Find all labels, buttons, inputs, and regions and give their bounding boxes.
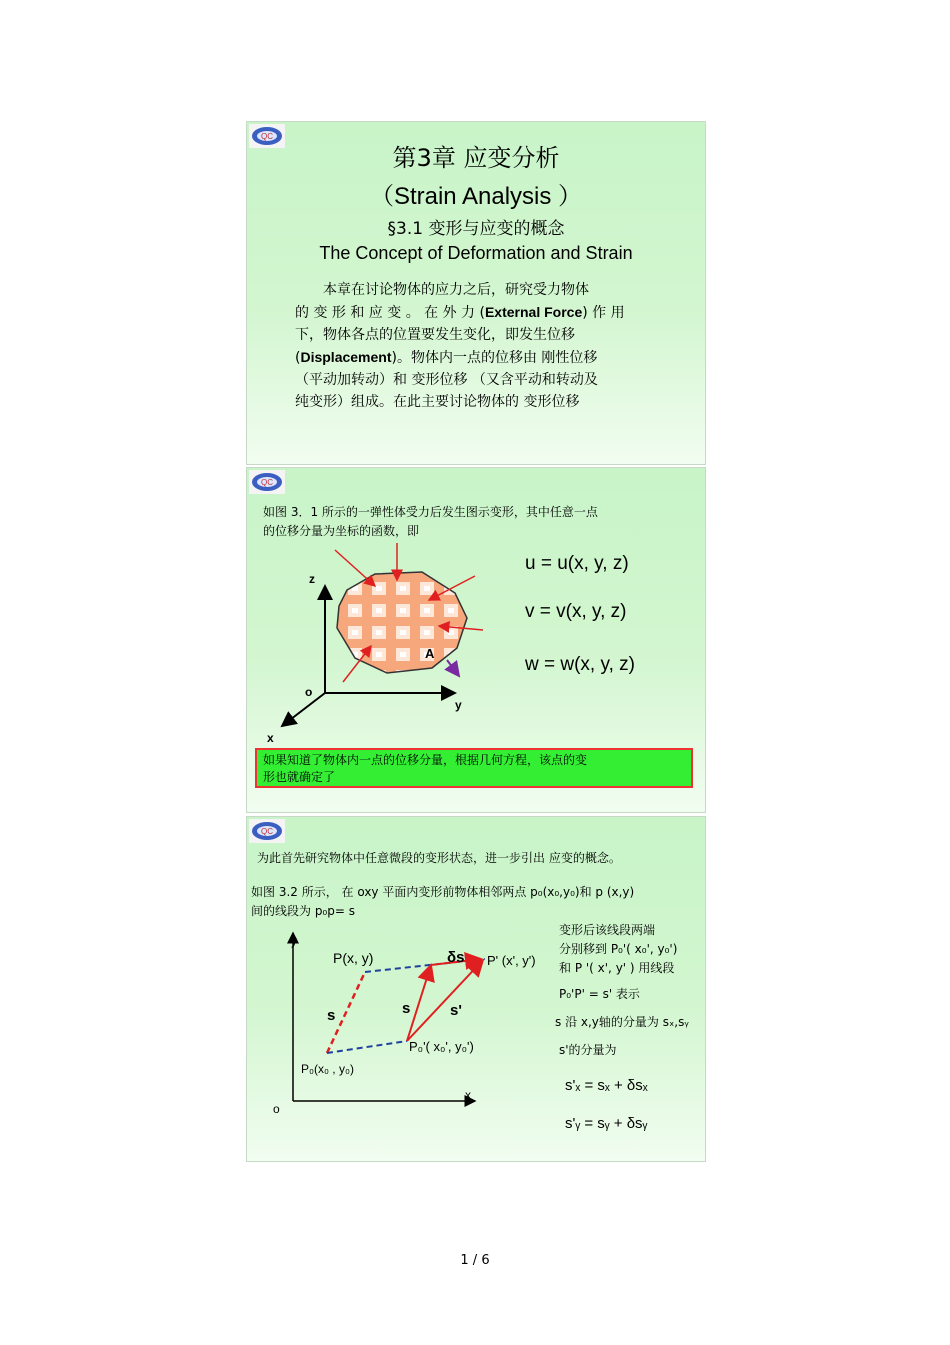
x-axis	[282, 693, 325, 726]
equation-u: u = u(x, y, z)	[525, 553, 629, 574]
svg-text:QC: QC	[261, 827, 273, 836]
equation-w: w = w(x, y, z)	[525, 654, 635, 675]
conclusion-note	[255, 748, 693, 788]
equation-sy: s'ᵧ = sᵧ + δsᵧ	[565, 1115, 648, 1132]
side-note-line: 变形后该线段两端	[559, 923, 656, 937]
label-s-left: s	[327, 1007, 336, 1024]
point-a-label: A	[425, 646, 435, 661]
fig-intro-line: 的位移分量为坐标的函数，即	[263, 524, 420, 538]
para-line: （平动加转动）和 变形位移 （又含平动和转动及	[295, 372, 598, 388]
note-line: 如果知道了物体内一点的位移分量，根据几何方程，该点的变	[263, 753, 588, 767]
fig-description-line: 如图 3.2 所示， 在 oxy 平面内变形前物体相邻两点 p₀(x₀,y₀)和 p (x,y)	[251, 885, 635, 899]
label-p: P(x, y)	[333, 950, 374, 966]
equation-sx: s'ₓ = sₓ + δsₓ	[565, 1077, 648, 1094]
label-s-mid: s	[402, 1000, 411, 1017]
origin-label: o	[305, 685, 313, 699]
side-note-line: 和 P '( x', y' ) 用线段	[559, 961, 675, 975]
note-line: 形也就确定了	[263, 770, 336, 784]
fig-description-line: 间的线段为 p₀p= s	[251, 904, 355, 918]
para-line: 本章在讨论物体的应力之后，研究受力物体	[323, 282, 589, 298]
chapter-subtitle: （Strain Analysis ）	[369, 183, 583, 210]
side-note-line: s'的分量为	[559, 1043, 617, 1057]
label-s-prime: s'	[450, 1002, 462, 1019]
svg-text:QC: QC	[261, 132, 273, 141]
axis-label-y: y	[455, 698, 462, 712]
slide-2	[246, 467, 706, 813]
slide-1	[246, 121, 706, 465]
label-delta-s: δs	[447, 949, 465, 966]
graph-origin-label: o	[273, 1102, 280, 1116]
para-line: (Displacement)。物体内一点的位移由 刚性位移	[295, 349, 598, 366]
strain-intro: 为此首先研究物体中任意微段的变形状态，进一步引出 应变的概念。	[257, 851, 621, 865]
graph-x-label: x	[465, 1088, 471, 1102]
side-note-line: 分别移到 P₀'( x₀', y₀')	[559, 942, 678, 956]
para-line: 下，物体各点的位置要发生变化，即发生位移	[295, 327, 575, 343]
elastic-body	[337, 572, 467, 673]
vector-s-prime	[407, 960, 483, 1041]
section-heading-en: The Concept of Deformation and Strain	[319, 243, 633, 263]
label-p-prime: P' (x', y')	[487, 953, 536, 968]
fig-intro-line: 如图 3．1 所示的一弹性体受力后发生图示变形，其中任意一点	[263, 505, 598, 519]
line-segment-figure	[247, 817, 547, 1161]
axis-label-z: z	[309, 572, 315, 586]
label-p0-prime: P₀'( x₀', y₀')	[409, 1039, 474, 1054]
chapter-title: 第3章 应变分析	[392, 144, 560, 172]
label-p0: P₀(x₀ , y₀)	[301, 1062, 354, 1076]
side-note-line: s 沿 x,y轴的分量为 sₓ,sᵧ	[555, 1015, 689, 1029]
page-number: 1 / 6	[460, 1253, 490, 1268]
section-heading: §3.1 变形与应变的概念	[387, 219, 565, 239]
para-line: 纯变形）组成。在此主要讨论物体的 变形位移	[295, 394, 580, 410]
equation-v: v = v(x, y, z)	[525, 601, 627, 622]
graph-y-label: y	[291, 934, 297, 948]
intro-paragraph	[295, 279, 670, 413]
side-note-line: P₀'P' = s' 表示	[559, 987, 640, 1001]
para-line: 的 变 形 和 应 变 。 在 外 力 (External Force) 作 用	[295, 304, 625, 321]
svg-text:QC: QC	[261, 478, 273, 487]
axis-label-x: x	[267, 731, 274, 745]
slide-3	[246, 816, 706, 1162]
